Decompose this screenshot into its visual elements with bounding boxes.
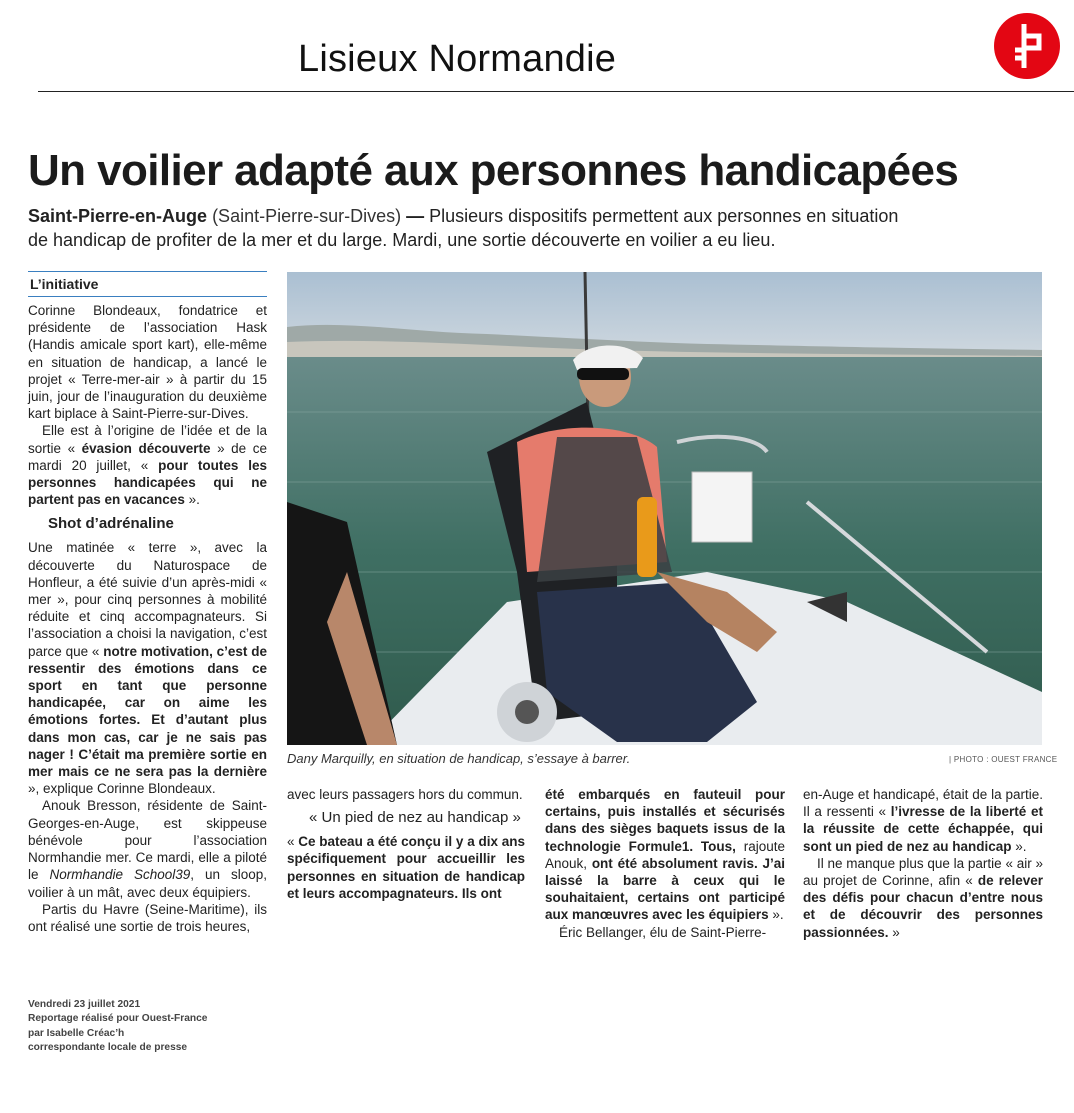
paragraph: avec leurs passagers hors du commun. bbox=[287, 787, 523, 802]
paragraph: Il ne manque plus que la partie « air » au projet de Corinne, afin « de relever des défis pour chacun d’entre nous et de découvrir des personnes passionnées. » bbox=[803, 855, 1044, 940]
lead-place: Saint-Pierre-en-Auge bbox=[28, 206, 208, 226]
paragraph: « Ce bateau a été conçu il y a dix ans spécifiquement pour accueillir les personnes en situation de handicap et leurs accompagnateurs. Ils ont bbox=[287, 834, 525, 901]
lead-dash: — bbox=[401, 206, 430, 226]
intertitle: Shot d’adrénaline bbox=[48, 515, 174, 533]
section-title: Lisieux Normandie bbox=[298, 38, 617, 80]
paragraph: Partis du Havre (Seine-Maritime), ils ont réalisé une sortie de trois heures, bbox=[28, 901, 267, 934]
footer-date: Vendredi 23 juillet 2021 bbox=[28, 999, 141, 1010]
footer-author: par Isabelle Créac’h bbox=[28, 1027, 125, 1039]
footer-author-role: correspondante locale de presse bbox=[28, 1041, 188, 1053]
photo-credit: | PHOTO : OUEST FRANCE bbox=[949, 755, 1058, 764]
column-3 bbox=[545, 786, 785, 941]
lead-subplace: (Saint-Pierre-sur-Dives) bbox=[212, 206, 402, 226]
sailing-photo-image bbox=[287, 272, 1042, 745]
intertitle: « Un pied de nez au handicap » bbox=[309, 809, 521, 827]
article-headline: Un voilier adapté aux personnes handicapées bbox=[28, 146, 959, 195]
lead-text: Plusieurs dispositifs permettent aux personnes en situation de handicap de profiter de la mer et du large. Mardi, une sortie découverte en voilier a eu lieu. bbox=[28, 206, 899, 250]
header-divider bbox=[38, 91, 1074, 92]
column-4 bbox=[803, 786, 1043, 941]
article-photo bbox=[287, 272, 1042, 745]
paragraph: Elle est à l’origine de l’idée et de la sortie « évasion découverte » de ce mardi 20 juillet, « pour toutes les personnes handicapées qui ne partent pas en vacances ». bbox=[28, 423, 267, 508]
paragraph: Une matinée « terre », avec la découverte du Naturospace de Honfleur, a été suivie d’un après-midi « mer », pour cinq personnes à mobilité réduite et cinq accompagnateurs. Si l’association a choisi la navigation, c’est parce que « notre motivation, c’est de ressentir des émotions dans ce sport en tant que personne handicapée, car on aime les émotions fortes. Et d’autant plus dans mon cas, car je ne sais pas nager ! C’était ma première sortie en mer mais ce ne sera pas la dernière », explique Corinne Blondeaux. bbox=[28, 540, 267, 797]
article-lead bbox=[28, 204, 923, 252]
column-2 bbox=[287, 786, 525, 902]
photo-caption: Dany Marquilly, en situation de handicap, s’essaye à barrer. bbox=[287, 751, 631, 766]
footer-credit-line: Reportage réalisé pour Ouest-France bbox=[28, 1013, 208, 1025]
paragraph: été embarqués en fauteuil pour certains, puis installés et sécurisés dans des sièges baquets issus de la technologie Formule1. Tous, rajoute Anouk, ont été absolument ravis. J’ai laissé la barre à ceux qui le souhaitaient, certains ont participé aux manœuvres avec les équipiers ». bbox=[545, 787, 786, 923]
rubrique-rule-top bbox=[28, 271, 267, 272]
ouest-france-logo-icon bbox=[993, 12, 1061, 80]
paragraph: en-Auge et handicapé, était de la partie. Il a ressenti « l’ivresse de la liberté et la réussite de cette échappée, qui sont un pied de nez au handicap ». bbox=[803, 787, 1043, 854]
column-1 bbox=[28, 302, 267, 935]
rubrique-label: L’initiative bbox=[30, 276, 99, 292]
rubrique-rule-bottom bbox=[28, 296, 267, 297]
paragraph: Anouk Bresson, résidente de Saint-Georges-en-Auge, est skippeuse bénévole pour l’association Normhandie mer. Ce mardi, elle a piloté le Normhandie School39, un sloop, voilier à un mât, avec deux équipiers. bbox=[28, 798, 267, 900]
paragraph: Corinne Blondeaux, fondatrice et présidente de l’association Hask (Handis amicale sport kart), elle-même en situation de handicap, a lancé le projet « Terre-mer-air » à partir du 15 juin, jour de l’inauguration du deuxième kart biplace à Saint-Pierre-sur-Dives. bbox=[28, 303, 267, 422]
article-footer bbox=[28, 998, 207, 1055]
paragraph: Éric Bellanger, élu de Saint-Pierre- bbox=[559, 924, 767, 940]
